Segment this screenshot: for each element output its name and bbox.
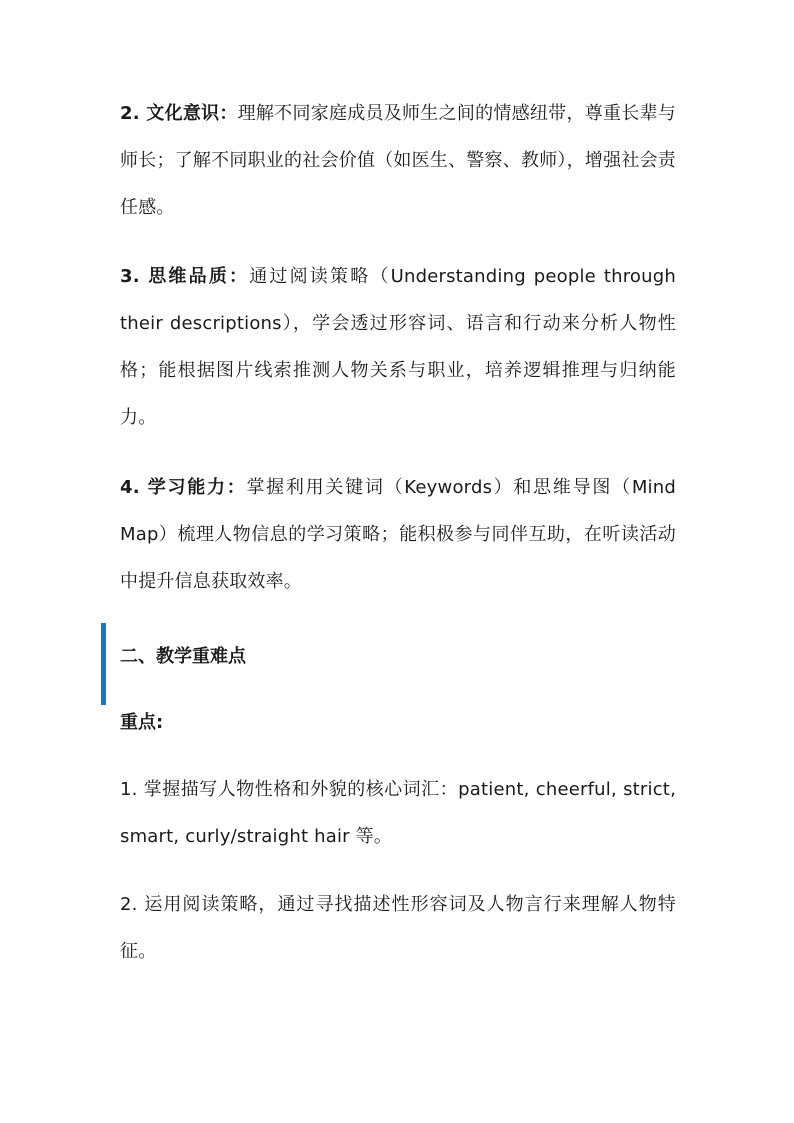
objective-cultural-awareness bbox=[120, 90, 676, 231]
objective-label: 4. 学习能力： bbox=[120, 477, 247, 498]
objective-text: 理解不同家庭成员及师生之间的情感纽带，尊重长辈与师长；了解不同职业的社会价值（如医生、警察、教师），增强社会责任感。 bbox=[120, 103, 676, 218]
objective-label: 2. 文化意识： bbox=[120, 103, 238, 124]
key-point-item: 1. 掌握描写人物性格和外貌的核心词汇：patient, cheerful, strict, smart, curly/straight hair 等。 bbox=[120, 779, 676, 847]
section-heading: 二、教学重难点 bbox=[120, 646, 246, 667]
key-points-heading: 重点: bbox=[120, 712, 164, 733]
objective-learning-ability bbox=[120, 464, 676, 605]
key-point-item: 2. 运用阅读策略，通过寻找描述性形容词及人物言行来理解人物特征。 bbox=[120, 894, 676, 962]
section-accent-bar bbox=[101, 623, 106, 705]
objective-text: 掌握利用关键词（Keywords）和思维导图（Mind Map）梳理人物信息的学习策略；能积极参与同伴互助，在听读活动中提升信息获取效率。 bbox=[120, 477, 676, 592]
objective-label: 3. 思维品质： bbox=[120, 266, 250, 287]
objective-text: 通过阅读策略（Understanding people through their descriptions），学会透过形容词、语言和行动来分析人物性格；能根据图片线索推测人物关系与职业，培养逻辑推理与归纳能力。 bbox=[120, 266, 676, 428]
objective-thinking-quality bbox=[120, 253, 676, 441]
